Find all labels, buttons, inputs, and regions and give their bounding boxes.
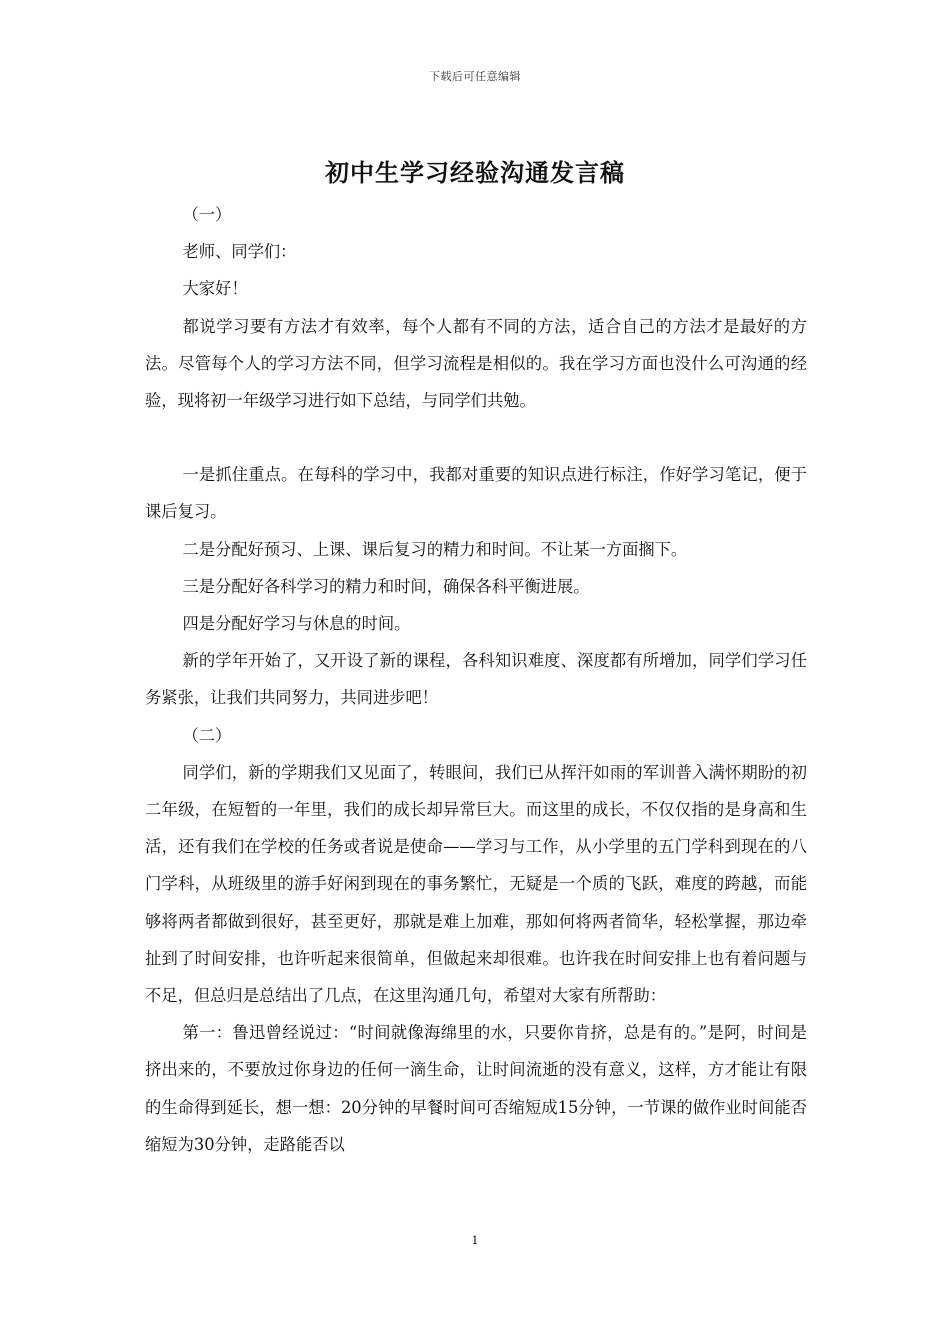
section-marker-one: （一） xyxy=(182,205,232,224)
point-two-paragraph: 二是分配好预习、上课、课后复习的精力和时间。不让某一方面搁下。 xyxy=(182,539,688,559)
closing-paragraph: 新的学年开始了，又开设了新的课程，各科知识难度、深度都有所增加，同学们学习任务紧张，让我们共同努力，共同进步吧！ xyxy=(145,651,807,708)
document-body xyxy=(145,196,807,1163)
point-one-paragraph: 一是抓住重点。在每科的学习中，我都对重要的知识点进行标注，作好学习笔记，便于课后复习。 xyxy=(145,465,807,522)
section-marker-two: （二） xyxy=(182,725,232,745)
page-number: 1 xyxy=(471,1234,479,1247)
document-title: 初中生学习经验沟通发言稿 xyxy=(325,158,625,187)
section-two-intro-paragraph: 同学们，新的学期我们又见面了，转眼间，我们已从挥汗如雨的军训普入满怀期盼的初二年级，在短暂的一年里，我们的成长却异常巨大。而这里的成长，不仅仅指的是身高和生活，还有我们在学校的任务或者说是使命——学习与工作，从小学里的五门学科到现在的八门学科，从班级里的游手好闲到现在的事务繁忙，无疑是一个质的飞跃，难度的跨越，而能够将两者都做到很好，甚至更好，那就是难上加难，那如何将两者简华，轻松掌握，那边牵扯到了时间安排，也许听起来很简单，但做起来却很难。也许我在时间安排上也有着问题与不足，但总归是总结出了几点，在这里沟通几句，希望对大家有所帮助： xyxy=(145,762,807,1006)
point-four-paragraph: 四是分配好学习与休息的时间。 xyxy=(182,614,411,634)
salutation: 老师、同学们： xyxy=(182,242,297,262)
section-two-first-point-paragraph: 第一：鲁迅曾经说过：“时间就像海绵里的水，只要你肯挤，总是有的。”是阿，时间是挤出来的，不要放过你身边的任何一滴生命，让时间流逝的没有意义，这样，方才能让有限的生命得到延长，想一想：20分钟的早餐时间可否缩短成15分钟，一节课的做作业时间能否缩短为30分钟，走路能否以 xyxy=(145,1023,807,1154)
intro-paragraph: 都说学习要有方法才有效率，每个人都有不同的方法，适合自己的方法才是最好的方法。尽管每个人的学习方法不同，但学习流程是相似的。我在学习方面也没什么可沟通的经验，现将初一年级学习进行如下总结，与同学们共勉。 xyxy=(145,316,807,411)
greeting: 大家好！ xyxy=(182,279,248,299)
point-three-paragraph: 三是分配好各科学习的精力和时间，确保各科平衡进展。 xyxy=(182,576,590,596)
page-header-note: 下载后可任意编辑 xyxy=(429,70,521,83)
